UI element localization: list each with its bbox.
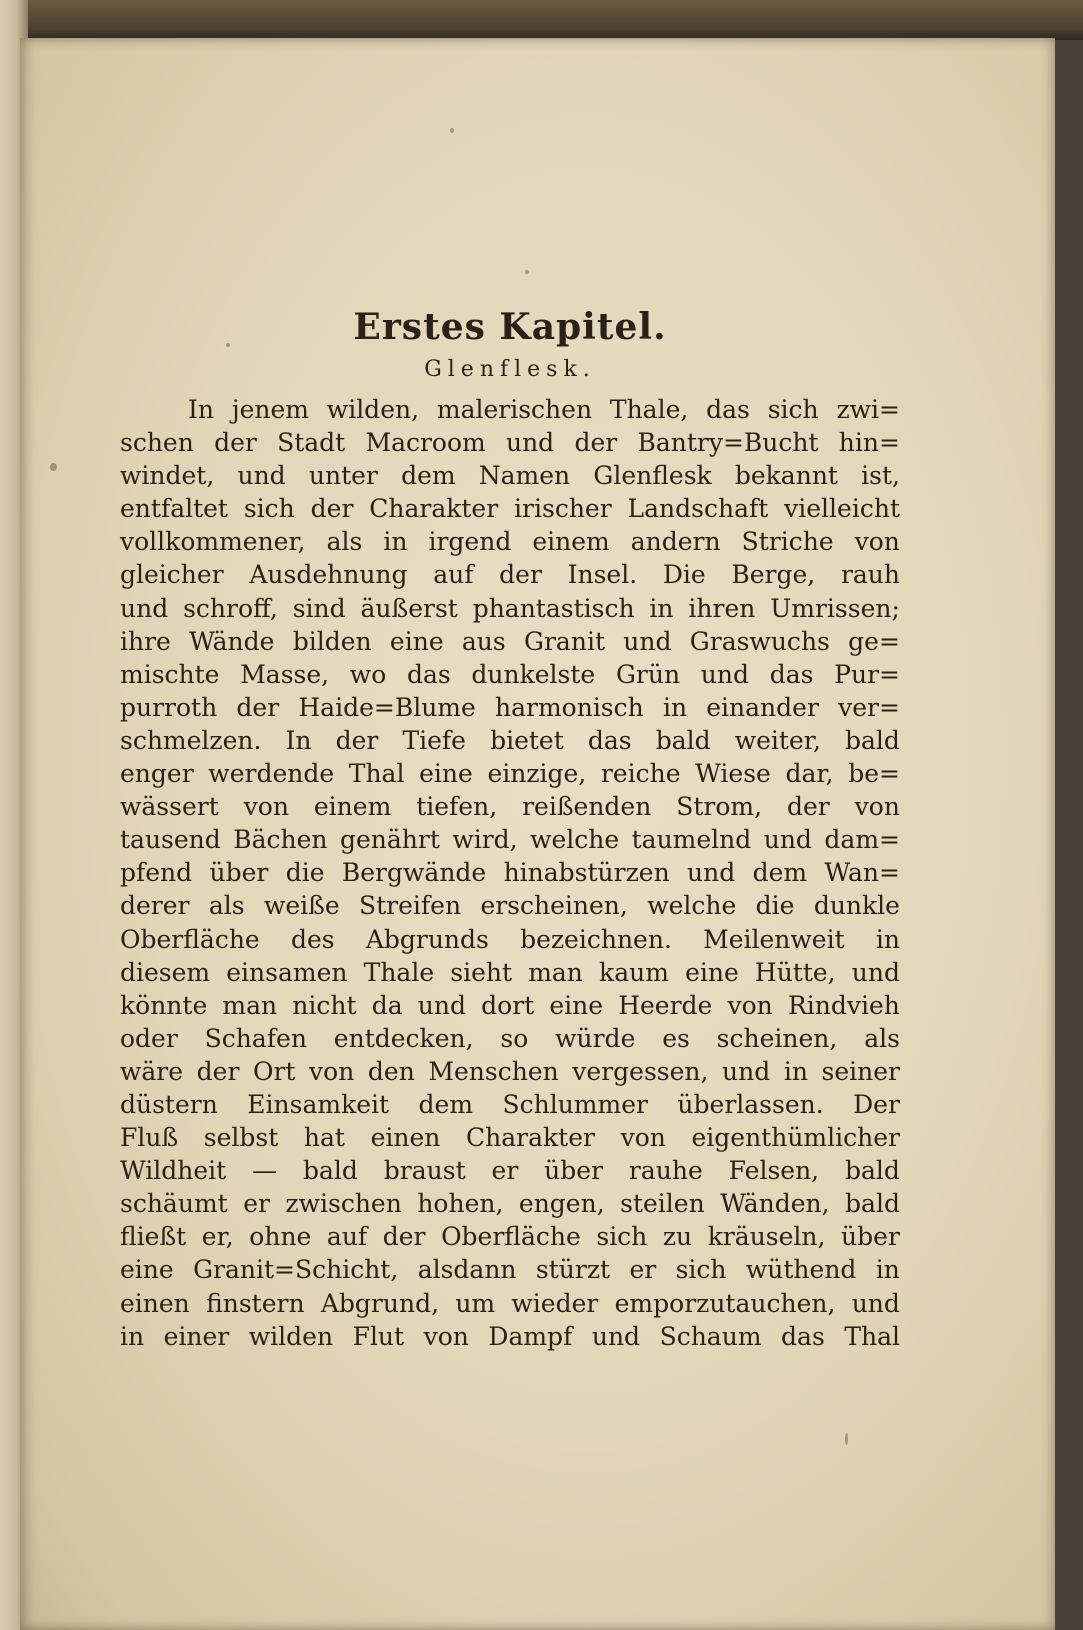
paper-speck	[845, 1433, 848, 1445]
word: und	[120, 593, 169, 623]
word: Oberfläche	[441, 1222, 581, 1252]
text-line	[120, 889, 900, 922]
word: Fluß	[120, 1123, 179, 1153]
word: Streifen	[359, 891, 462, 921]
word: und	[591, 1321, 641, 1351]
word: gleicher	[120, 560, 224, 590]
word: schen	[120, 428, 194, 458]
word: auf	[433, 560, 474, 590]
word: hin=	[838, 428, 900, 458]
word: Wänden,	[720, 1189, 830, 1219]
word: einem	[313, 792, 392, 822]
word: Tiefe	[402, 725, 466, 755]
word: Flut	[352, 1321, 405, 1351]
word: pfend	[120, 858, 193, 888]
word: Die	[662, 560, 706, 590]
word: harmonisch	[495, 692, 644, 722]
text-line	[120, 625, 900, 658]
word: Pur=	[834, 659, 900, 689]
word: des	[290, 924, 335, 954]
word: Charakter	[369, 494, 499, 524]
text-line	[120, 1320, 900, 1353]
word: bald	[655, 725, 711, 755]
word: von	[854, 527, 900, 557]
word: mischte	[120, 659, 220, 689]
paper-speck	[525, 270, 529, 274]
word: einsamen	[226, 957, 348, 987]
word: kräuseln,	[707, 1222, 826, 1252]
word: der	[236, 692, 280, 722]
word: hohen,	[417, 1189, 504, 1219]
word: Wände	[189, 626, 275, 656]
word: Granit	[524, 626, 605, 656]
word: vergessen,	[572, 1056, 709, 1086]
word: tiefen,	[416, 792, 498, 822]
word: und	[687, 858, 736, 888]
word: um	[455, 1288, 496, 1318]
word: hinabstürzen	[503, 858, 670, 888]
word: bald	[845, 1156, 900, 1186]
text-line	[120, 1287, 900, 1320]
word: seiner	[821, 1056, 900, 1086]
text-line	[120, 1055, 900, 1088]
word: und	[763, 825, 812, 855]
word: dar,	[785, 759, 834, 789]
word: ge=	[848, 626, 900, 656]
word: zwi=	[836, 395, 900, 424]
chapter-subtitle: Glenflesk.	[424, 357, 596, 382]
word: Insel.	[567, 560, 638, 590]
word: andern	[630, 527, 721, 557]
word: Wan=	[824, 858, 900, 888]
word: irischer	[514, 494, 612, 524]
word: bekannt	[734, 461, 838, 491]
word: Thal	[844, 1321, 900, 1351]
word: einzige,	[487, 759, 587, 789]
text-line	[120, 724, 900, 757]
word: wilden	[248, 1321, 334, 1351]
word: welche	[530, 825, 620, 855]
word: über	[209, 858, 269, 888]
word: der	[310, 494, 354, 524]
word: bietet	[490, 725, 564, 755]
word: er	[243, 1189, 270, 1219]
word: Granit=Schicht,	[193, 1255, 399, 1285]
text-line	[120, 691, 900, 724]
word: in	[383, 527, 408, 557]
word: von	[243, 792, 289, 822]
word: Thale	[363, 957, 435, 987]
word: sieht	[450, 957, 513, 987]
word: Ort	[252, 1056, 296, 1086]
word: Bächen	[233, 825, 328, 855]
word: in	[875, 924, 900, 954]
word: stürzt	[535, 1255, 611, 1285]
word: eine	[685, 957, 739, 987]
word: das	[781, 1321, 825, 1351]
word: —	[252, 1156, 278, 1186]
word: sich	[596, 1222, 648, 1252]
word: Menschen	[428, 1056, 559, 1086]
word: das	[706, 395, 750, 424]
word: erscheinen,	[480, 891, 628, 921]
word: sich	[675, 1255, 727, 1285]
word: Graswuchs	[689, 626, 830, 656]
word: oder	[120, 1023, 178, 1053]
word: finstern	[206, 1288, 305, 1318]
word: aus	[461, 626, 506, 656]
text-line	[120, 459, 900, 492]
word: welche	[647, 891, 737, 921]
word: werdende	[208, 759, 335, 789]
word: und	[722, 1056, 771, 1086]
word: zu	[662, 1222, 693, 1252]
word: als	[326, 527, 363, 557]
word: eine	[419, 759, 473, 789]
word: phantastisch	[472, 593, 635, 623]
word: Thal	[348, 759, 405, 789]
word: dem	[418, 1089, 474, 1119]
text-line	[120, 923, 900, 956]
word: dam=	[824, 825, 900, 855]
word: der	[382, 1222, 426, 1252]
text-line	[120, 426, 900, 459]
word: Umrissen;	[770, 593, 900, 623]
word: er,	[201, 1222, 234, 1252]
word: einem	[532, 527, 610, 557]
text-line	[120, 393, 900, 426]
word: Striche	[741, 527, 834, 557]
word: es	[662, 1023, 690, 1053]
word: vollkommener,	[120, 527, 306, 557]
word: der	[196, 1056, 240, 1086]
word: In	[285, 725, 312, 755]
word: Schafen	[204, 1023, 307, 1053]
text-line	[120, 1187, 900, 1220]
word: braust	[383, 1156, 466, 1186]
word: und	[505, 428, 555, 458]
word: und	[700, 659, 749, 689]
word: Felsen,	[728, 1156, 820, 1186]
text-line	[120, 989, 900, 1022]
word: in	[783, 1056, 808, 1086]
word: und	[237, 461, 286, 491]
text-line	[120, 525, 900, 558]
word: von	[620, 1123, 666, 1153]
text-line	[120, 1022, 900, 1055]
word: reißenden	[522, 792, 652, 822]
paper-speck	[50, 463, 57, 471]
text-line	[120, 1088, 900, 1121]
text-line	[120, 558, 900, 591]
word: von	[854, 792, 900, 822]
word: engen,	[518, 1189, 605, 1219]
word: Abgrunds	[365, 924, 489, 954]
word: überlassen.	[677, 1089, 824, 1119]
word: wüthend	[745, 1255, 857, 1285]
word: bald	[302, 1156, 358, 1186]
word: dort	[481, 990, 535, 1020]
word: Schaum	[659, 1321, 762, 1351]
word: Bergwände	[341, 858, 487, 888]
word: und	[623, 626, 672, 656]
word: purroth	[120, 692, 218, 722]
word: in	[662, 692, 688, 722]
word: entfaltet	[120, 494, 228, 524]
paper-speck	[450, 128, 454, 133]
word: schmelzen.	[120, 725, 262, 755]
word: den	[367, 1056, 415, 1086]
word: das	[769, 659, 814, 689]
word: als	[864, 1023, 900, 1053]
word: Bantry=Bucht	[637, 428, 819, 458]
word: der	[214, 428, 257, 458]
word: Charakter	[466, 1123, 595, 1153]
word: taumelnd	[631, 825, 752, 855]
word: sind	[292, 593, 346, 623]
word: rauhe	[628, 1156, 703, 1186]
word: schroff,	[183, 593, 278, 623]
word: über	[841, 1222, 900, 1252]
word: der	[335, 725, 379, 755]
word: in	[875, 1255, 900, 1285]
word: und	[851, 957, 900, 987]
word: irgend	[428, 527, 512, 557]
word: sich	[767, 395, 819, 424]
word: genährt	[339, 825, 440, 855]
word: windet,	[120, 461, 215, 491]
text-line	[120, 790, 900, 823]
word: so	[500, 1023, 529, 1053]
word: dunkle	[813, 891, 900, 921]
word: zwischen	[285, 1189, 402, 1219]
word: eigenthümlicher	[691, 1123, 900, 1153]
word: scheinen,	[716, 1023, 838, 1053]
book-cover-top	[0, 0, 1083, 40]
word: emporzutauchen,	[614, 1288, 836, 1318]
word: Hütte,	[754, 957, 836, 987]
word: kaum	[599, 957, 669, 987]
text-line	[120, 956, 900, 989]
text-line	[120, 1121, 900, 1154]
word: ist,	[861, 461, 900, 491]
word: Wildheit	[120, 1156, 227, 1186]
word: einen	[120, 1288, 190, 1318]
word: ihren	[688, 593, 756, 623]
text-line	[120, 823, 900, 856]
word: Masse,	[240, 659, 330, 689]
text-line	[120, 492, 900, 525]
word: nicht	[292, 990, 357, 1020]
word: Thale,	[609, 395, 689, 424]
word: sich	[243, 494, 295, 524]
text-line	[120, 1220, 900, 1253]
word: tausend	[120, 825, 221, 855]
word: Dampf	[488, 1321, 573, 1351]
word: ihre	[120, 626, 171, 656]
word: selbst	[203, 1123, 279, 1153]
word: Wiese	[695, 759, 771, 789]
word: auf	[326, 1222, 368, 1252]
word: von	[423, 1321, 469, 1351]
word: be=	[848, 759, 900, 789]
word: er	[491, 1156, 519, 1186]
word: über	[544, 1156, 604, 1186]
word: einen	[370, 1123, 441, 1153]
word: wird,	[452, 825, 518, 855]
chapter-text	[120, 305, 900, 1353]
word: Grün	[615, 659, 681, 689]
word: derer	[120, 891, 190, 921]
word: vielleicht	[784, 494, 900, 524]
word: bald	[845, 725, 900, 755]
word: bald	[845, 1189, 900, 1219]
text-line	[120, 856, 900, 889]
text-line	[120, 592, 900, 625]
word: und	[417, 990, 466, 1020]
word: malerischen	[436, 395, 593, 424]
word: man	[528, 957, 583, 987]
word: Stadt	[277, 428, 346, 458]
word: in	[649, 593, 674, 623]
word: die	[755, 891, 795, 921]
word: weiter,	[734, 725, 821, 755]
word: die	[285, 858, 325, 888]
word: einander	[706, 692, 819, 722]
word: dem	[401, 461, 456, 491]
word: eine	[549, 990, 604, 1020]
word: Macroom	[365, 428, 486, 458]
word: eine	[120, 1255, 174, 1285]
text-line	[120, 1154, 900, 1187]
word: Meilenweit	[703, 924, 845, 954]
word: der	[787, 792, 830, 822]
word: düstern	[120, 1089, 218, 1119]
word: ver=	[838, 692, 900, 722]
word: der	[499, 560, 542, 590]
word: Einsamkeit	[247, 1089, 390, 1119]
word: Haide=Blume	[298, 692, 476, 722]
word: Oberfläche	[120, 924, 260, 954]
word: würde	[555, 1023, 636, 1053]
word: unter	[308, 461, 378, 491]
word: Heerde	[618, 990, 713, 1020]
word: da	[371, 990, 403, 1020]
word: entdecken,	[333, 1023, 474, 1053]
word: diesem	[120, 957, 211, 987]
word: dem	[752, 858, 808, 888]
word: eine	[389, 626, 444, 656]
word: Strom,	[676, 792, 763, 822]
word: wilden,	[326, 395, 420, 424]
chapter-title: Erstes Kapitel.	[353, 306, 667, 348]
word: wässert	[120, 792, 219, 822]
word: Landschaft	[627, 494, 769, 524]
word: alsdann	[417, 1255, 517, 1285]
word: hat	[303, 1123, 345, 1153]
word: als	[208, 891, 245, 921]
word: bezeichnen.	[520, 924, 672, 954]
word: jenem	[231, 395, 309, 424]
word: äußerst	[360, 593, 458, 623]
word: Glenflesk	[593, 461, 712, 491]
word: steilen	[620, 1189, 705, 1219]
word: man	[222, 990, 278, 1020]
word: bilden	[292, 626, 372, 656]
word: das	[406, 659, 451, 689]
word: dunkelste	[471, 659, 596, 689]
word: wäre	[120, 1056, 184, 1086]
word: enger	[120, 759, 194, 789]
word: einer	[163, 1321, 230, 1351]
word: Abgrund,	[320, 1288, 440, 1318]
text-line	[120, 658, 900, 691]
word: schäumt	[120, 1189, 228, 1219]
word: wieder	[511, 1288, 599, 1318]
word: Namen	[478, 461, 571, 491]
word: rauh	[840, 560, 900, 590]
word: Der	[853, 1089, 900, 1119]
word: in	[120, 1321, 145, 1351]
word: könnte	[120, 990, 208, 1020]
word: Berge,	[731, 560, 816, 590]
word: fließt	[120, 1222, 187, 1252]
text-line	[120, 757, 900, 790]
word: das	[587, 725, 632, 755]
word: Ausdehnung	[249, 560, 408, 590]
word: er	[629, 1255, 657, 1285]
text-line	[120, 1253, 900, 1286]
word: weiße	[263, 891, 340, 921]
word: von	[309, 1056, 355, 1086]
word: In	[188, 395, 214, 424]
word: von	[727, 990, 773, 1020]
word: und	[851, 1288, 900, 1318]
word: reiche	[600, 759, 681, 789]
word: Schlummer	[502, 1089, 648, 1119]
body-paragraph	[120, 393, 900, 1353]
word: der	[574, 428, 618, 458]
word: Rindvieh	[787, 990, 900, 1020]
word: wo	[349, 659, 387, 689]
word: ohne	[249, 1222, 312, 1252]
